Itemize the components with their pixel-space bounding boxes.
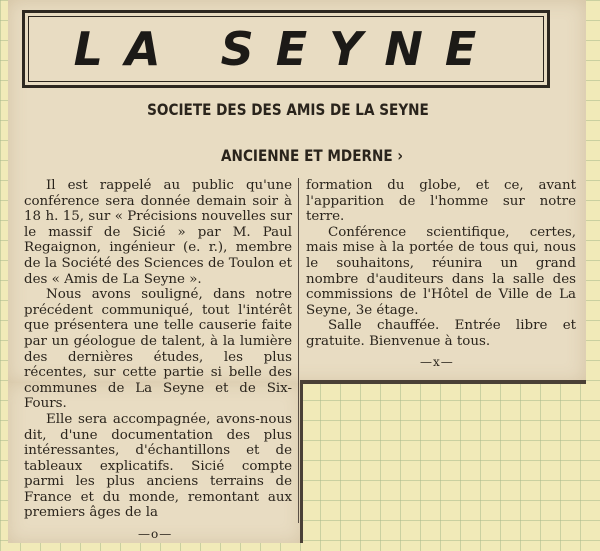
- paragraph: formation du globe, et ce, avant l'apparition de l'homme sur notre terre.: [306, 178, 576, 225]
- article-column-left: [24, 178, 292, 521]
- article-column-right: [306, 178, 576, 350]
- paragraph: Nous avons souligné, dans notre précédent communiqué, tout l'intérêt que présentera une telle causerie faite par un géologue de talent, à la lumière des dernières études, les plus récentes, sur cette partie si belle des communes de La Seyne et de Six-Fours.: [24, 287, 292, 412]
- column-rule: [298, 178, 299, 523]
- clipping-cut-edge-vertical: [300, 380, 303, 543]
- masthead-title: LA SEYNE: [73, 22, 499, 76]
- masthead-box: [22, 10, 550, 88]
- paragraph: Conférence scientifique, certes, mais mise à la portée de tous qui, nous le souhaitons, réunira un grand nombre d'auditeurs dans la salle des commissions de l'Hôtel de Ville de La Seyne, 3e étage.: [306, 224, 576, 318]
- paragraph: Salle chauffée. Entrée libre et gratuite. Bienvenue à tous.: [306, 318, 576, 349]
- clipping-cut-edge: [300, 380, 586, 384]
- paragraph: Elle sera accompagnée, avons-nous dit, d'une documentation des plus intéressantes, d'échantillons et de tableaux explicatifs. Sicié compte parmi les plus anciens terrains de France et du monde, remontant aux premiers âges de la: [24, 411, 292, 521]
- separator-o: —o—: [138, 527, 173, 541]
- paragraph: Il est rappelé au public qu'une conférence sera donnée demain soir à 18 h. 15, sur « Précisions nouvelles sur le massif de Sicié » par M. Paul Regaignon, ingénieur (e. r.), membre de la Société des Sciences de Toulon et des « Amis de La Seyne ».: [24, 178, 292, 287]
- separator-x: —x—: [420, 355, 454, 369]
- subtitle-ancienne: ANCIENNE ET MDERNE ›: [221, 146, 403, 165]
- subtitle-society: SOCIETE DES DES AMIS DE LA SEYNE: [147, 100, 429, 119]
